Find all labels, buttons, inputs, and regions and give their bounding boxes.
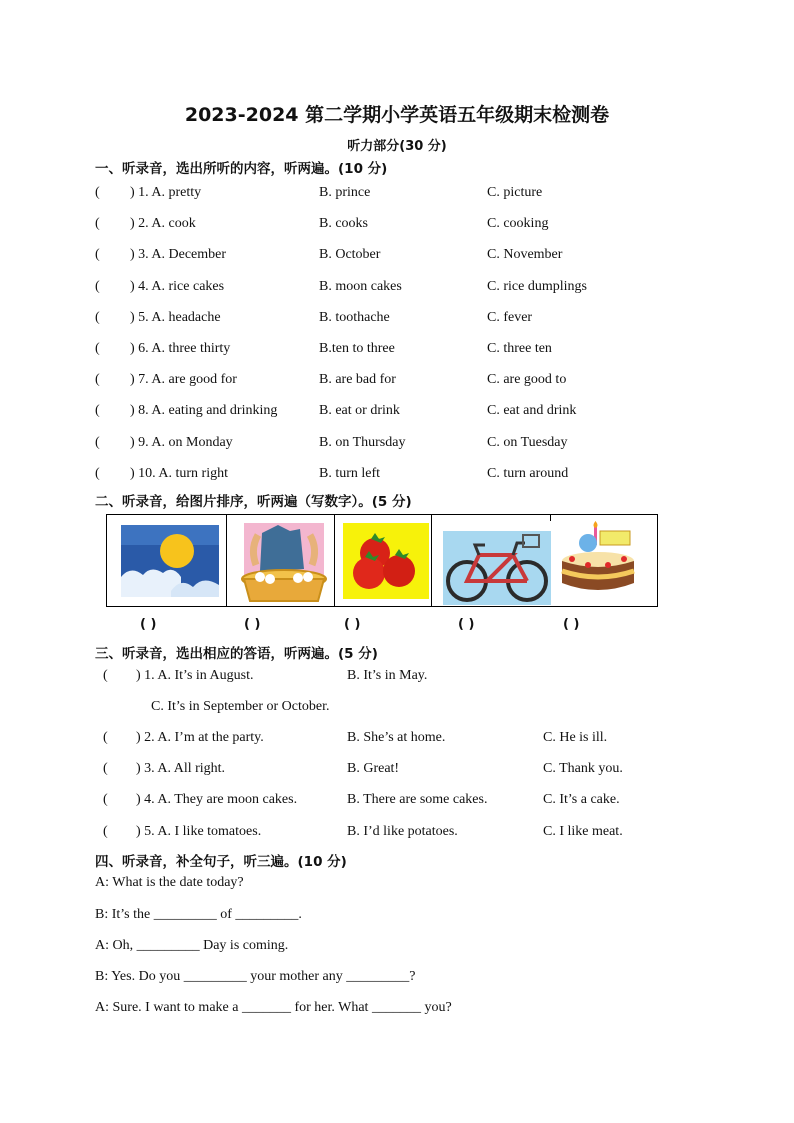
option-b: B. cooks — [319, 216, 368, 231]
option-b: B. prince — [319, 185, 371, 200]
option-b: B.ten to three — [319, 341, 395, 356]
option-b: B. It’s in May. — [347, 668, 428, 683]
birthday-cake-picture — [558, 521, 638, 601]
section2-heading: 二、听录音，给图片排序，听两遍（写数字）。(5 分) — [95, 494, 412, 510]
option-c: C. turn around — [487, 466, 569, 481]
question-row — [0, 435, 794, 455]
question-row — [0, 372, 794, 392]
answer-bracket[interactable]: ( — [103, 668, 108, 683]
answer-bracket[interactable]: ( — [95, 185, 100, 200]
option-c: C. picture — [487, 185, 543, 200]
option-a: ) 4. A. rice cakes — [130, 279, 225, 294]
option-a: ) 10. A. turn right — [130, 466, 228, 481]
answer-bracket[interactable]: ( — [95, 216, 100, 231]
washing-clothes-picture — [236, 521, 332, 605]
option-c: C. cooking — [487, 216, 549, 231]
picture-answer-blank[interactable]: ( ) — [344, 617, 361, 632]
option-b: B. on Thursday — [319, 435, 406, 450]
option-a: ) 1. A. pretty — [130, 185, 202, 200]
option-c: C. fever — [487, 310, 533, 325]
question-row — [0, 824, 794, 844]
dialogue-line: B: Yes. Do you _________ your mother any _________? — [95, 969, 416, 984]
option-a: ) 2. A. I’m at the party. — [136, 730, 264, 745]
option-b: B. There are some cakes. — [347, 792, 488, 807]
answer-bracket[interactable]: ( — [103, 792, 108, 807]
option-b: B. Great! — [347, 761, 400, 776]
option-c: C. He is ill. — [543, 730, 608, 745]
picture-answer-blank[interactable]: ( ) — [458, 617, 475, 632]
option-c: C. It’s in September or October. — [151, 699, 330, 714]
answer-bracket[interactable]: ( — [95, 341, 100, 356]
answer-bracket[interactable]: ( — [95, 403, 100, 418]
question-row — [0, 185, 794, 205]
option-a: ) 5. A. headache — [130, 310, 221, 325]
option-c: C. It’s a cake. — [543, 792, 620, 807]
option-a: ) 5. A. I like tomatoes. — [136, 824, 262, 839]
option-c: C. I like meat. — [543, 824, 623, 839]
section4-heading: 四、听录音，补全句子，听三遍。(10 分) — [95, 854, 347, 870]
moon-night-picture — [121, 525, 219, 597]
question-row — [0, 310, 794, 330]
option-a: ) 8. A. eating and drinking — [130, 403, 278, 418]
option-a: ) 9. A. on Monday — [130, 435, 233, 450]
answer-bracket[interactable]: ( — [103, 730, 108, 745]
dialogue-line: A: Oh, _________ Day is coming. — [95, 938, 289, 953]
listening-subtitle: 听力部分(30 分) — [347, 139, 447, 154]
option-b: B. are bad for — [319, 372, 396, 387]
answer-bracket[interactable]: ( — [95, 466, 100, 481]
option-c: C. rice dumplings — [487, 279, 587, 294]
option-c: C. on Tuesday — [487, 435, 568, 450]
option-c: C. Thank you. — [543, 761, 623, 776]
question-row — [0, 792, 794, 812]
option-b: B. She’s at home. — [347, 730, 446, 745]
option-a: ) 6. A. three thirty — [130, 341, 231, 356]
option-b: B. eat or drink — [319, 403, 400, 418]
section3-heading: 三、听录音，选出相应的答语，听两遍。(5 分) — [95, 646, 378, 662]
picture-answer-blank[interactable]: ( ) — [244, 617, 261, 632]
picture-answer-blank[interactable]: ( ) — [563, 617, 580, 632]
answer-bracket[interactable]: ( — [95, 247, 100, 262]
question-row — [0, 279, 794, 299]
question-row — [0, 403, 794, 423]
option-b: B. I’d like potatoes. — [347, 824, 458, 839]
tomatoes-picture — [343, 523, 429, 599]
option-a: ) 3. A. December — [130, 247, 227, 262]
answer-bracket[interactable]: ( — [103, 761, 108, 776]
question-row — [0, 730, 794, 750]
option-a: ) 3. A. All right. — [136, 761, 226, 776]
option-b: B. toothache — [319, 310, 390, 325]
option-a: ) 7. A. are good for — [130, 372, 237, 387]
option-b: B. moon cakes — [319, 279, 402, 294]
option-c: C. three ten — [487, 341, 552, 356]
option-b: B. October — [319, 247, 381, 262]
option-c: C. eat and drink — [487, 403, 577, 418]
option-c: C. are good to — [487, 372, 567, 387]
answer-bracket[interactable]: ( — [95, 310, 100, 325]
question-row — [0, 761, 794, 781]
question-row — [0, 668, 794, 714]
section1-heading: 一、听录音，选出所听的内容，听两遍。(10 分) — [95, 161, 388, 177]
option-a: ) 2. A. cook — [130, 216, 196, 231]
picture-strip — [106, 514, 658, 607]
option-a: ) 4. A. They are moon cakes. — [136, 792, 298, 807]
bicycle-picture — [443, 531, 551, 605]
answer-bracket[interactable]: ( — [95, 372, 100, 387]
dialogue-line: B: It’s the _________ of _________. — [95, 907, 302, 922]
question-row — [0, 216, 794, 236]
answer-bracket[interactable]: ( — [95, 279, 100, 294]
question-row — [0, 341, 794, 361]
option-c: C. November — [487, 247, 563, 262]
page-title: 2023-2024 第二学期小学英语五年级期末检测卷 — [184, 104, 610, 126]
picture-answer-blank[interactable]: ( ) — [140, 617, 157, 632]
question-row — [0, 466, 794, 486]
dialogue-line: A: What is the date today? — [95, 875, 244, 890]
dialogue-line: A: Sure. I want to make a _______ for her. What _______ you? — [95, 1000, 452, 1015]
option-b: B. turn left — [319, 466, 381, 481]
answer-bracket[interactable]: ( — [95, 435, 100, 450]
answer-bracket[interactable]: ( — [103, 824, 108, 839]
question-row — [0, 247, 794, 267]
option-a: ) 1. A. It’s in August. — [136, 668, 254, 683]
